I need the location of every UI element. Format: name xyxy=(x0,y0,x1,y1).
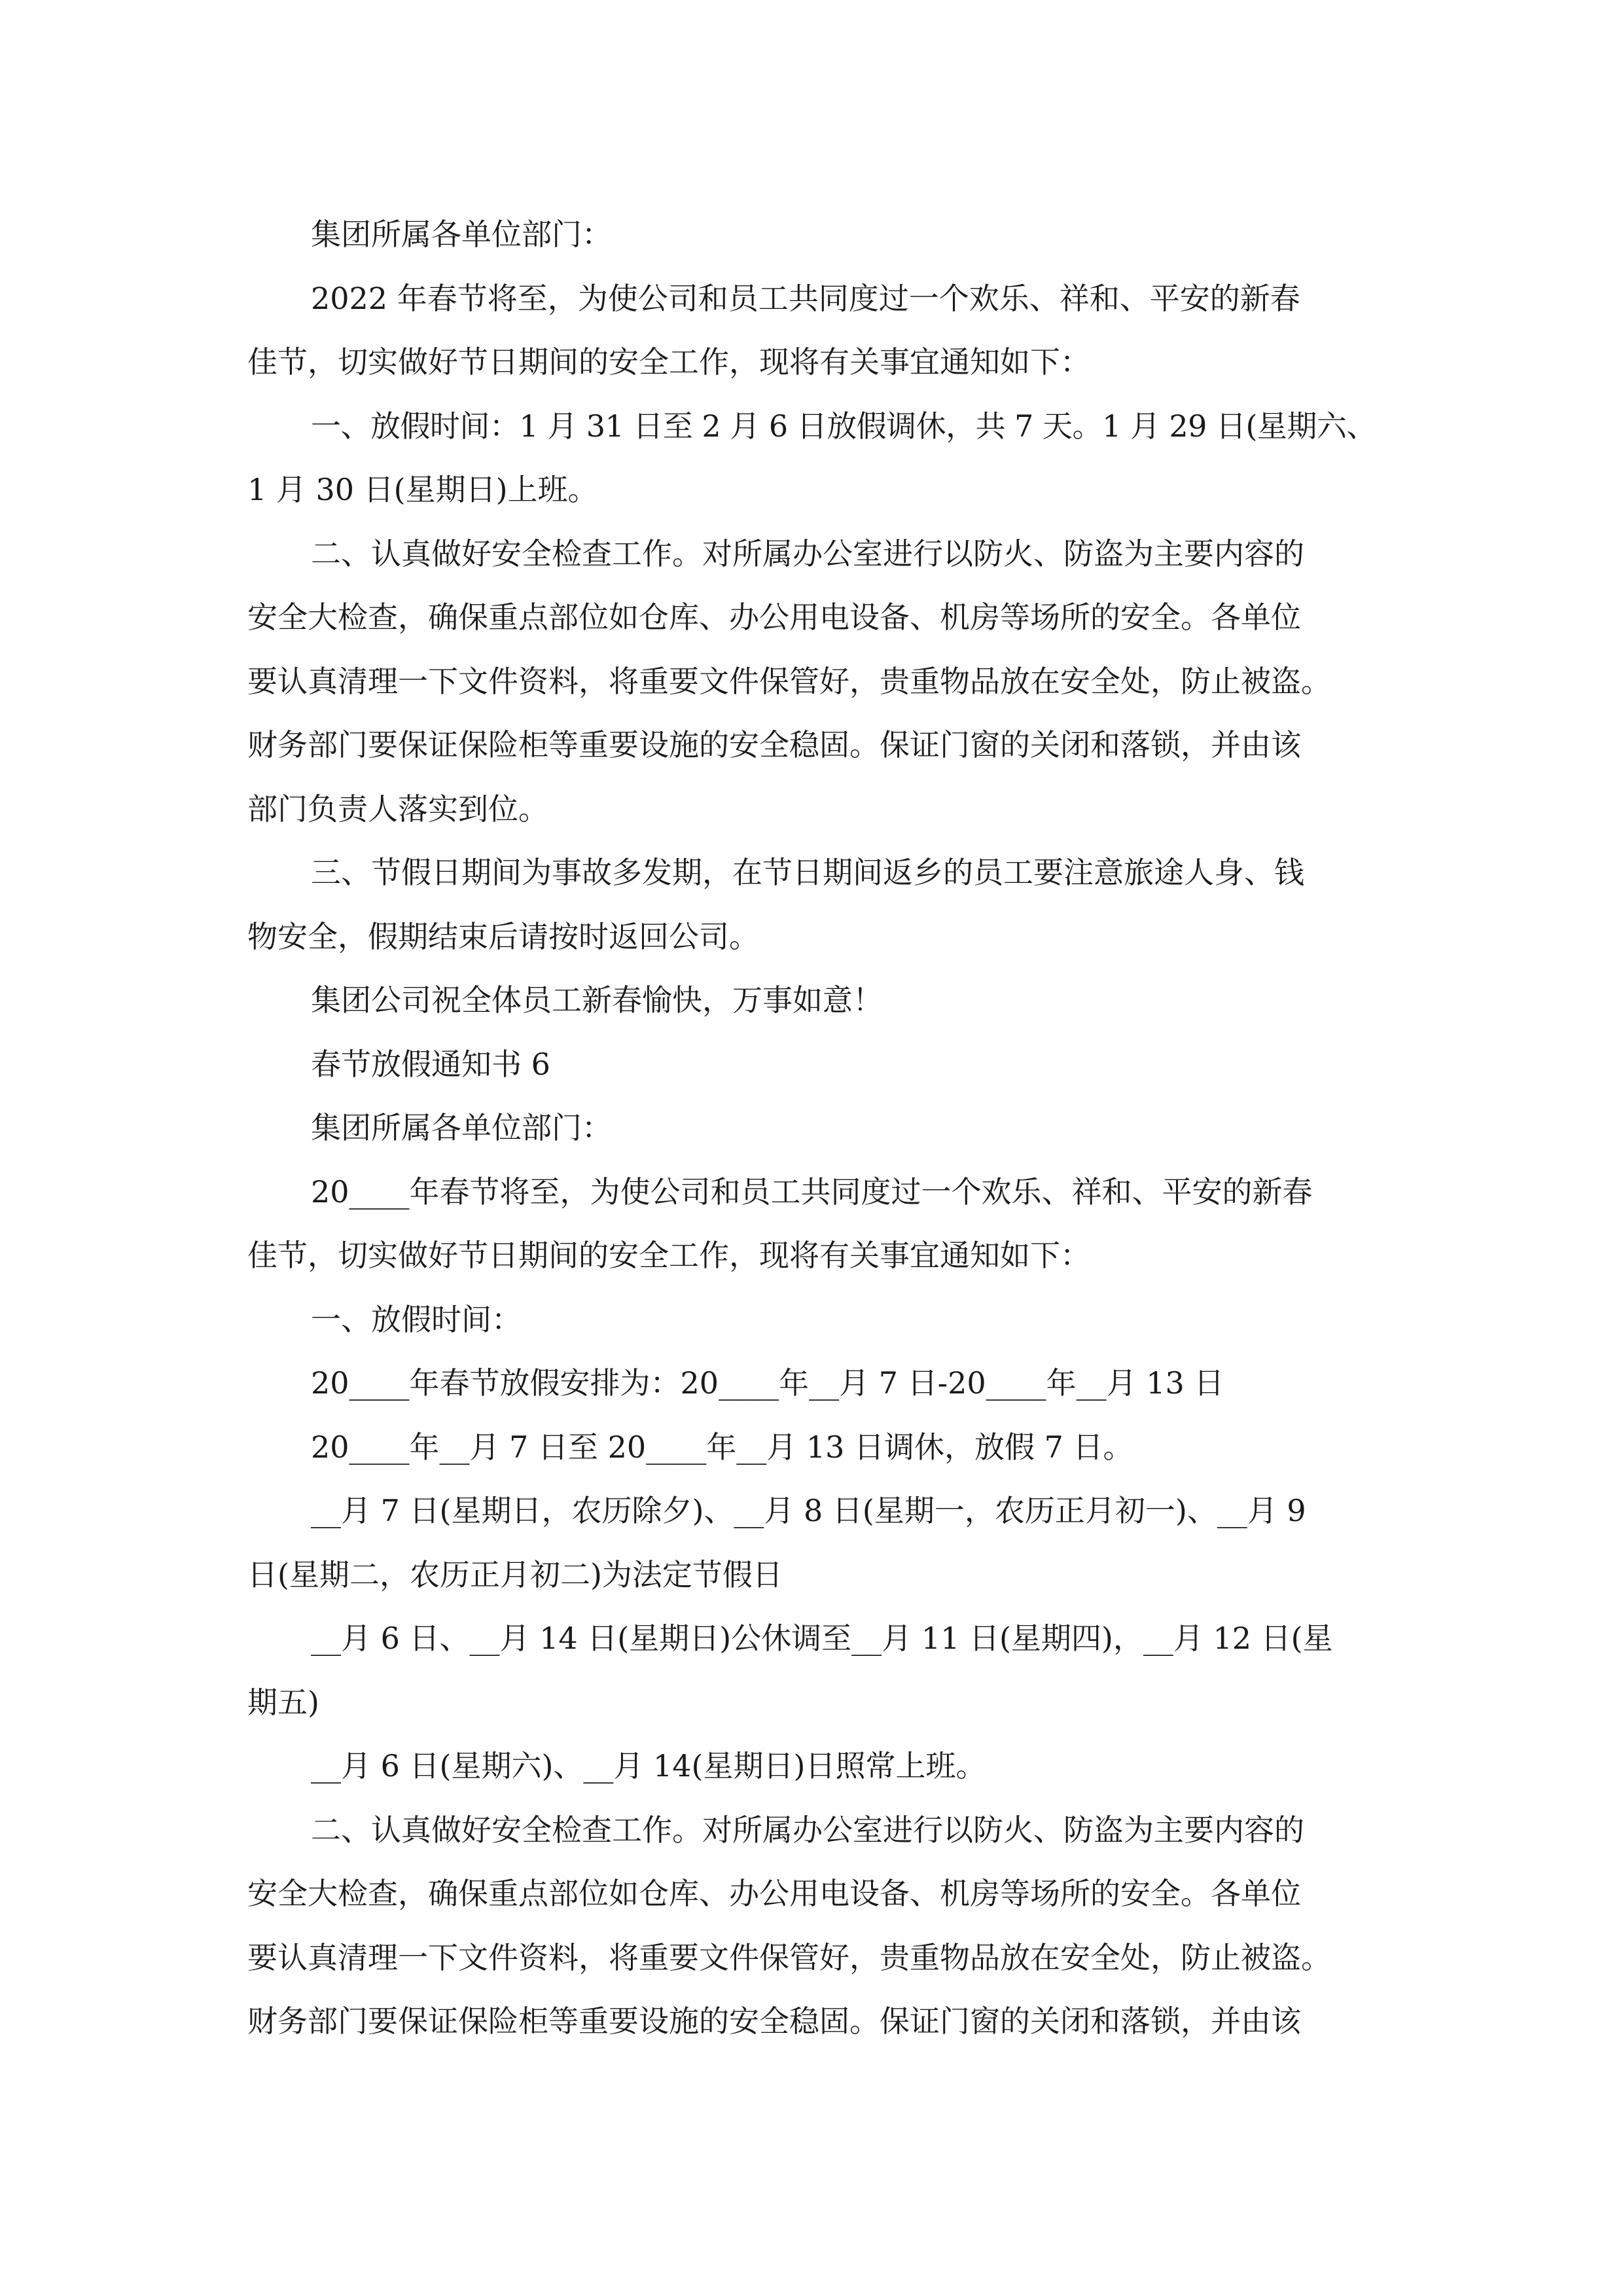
document-line: 安全大检查，确保重点部位如仓库、办公用电设备、机房等场所的安全。各单位 xyxy=(247,1876,1301,1911)
document-line: 安全大检查，确保重点部位如仓库、办公用电设备、机房等场所的安全。各单位 xyxy=(247,600,1301,635)
document-line: 财务部门要保证保险柜等重要设施的安全稳固。保证门窗的关闭和落锁，并由该 xyxy=(247,2003,1301,2039)
document-line: 物安全，假期结束后请按时返回公司。 xyxy=(247,918,759,954)
document-line: 20____年春节将至，为使公司和员工共同度过一个欢乐、祥和、平安的新春 xyxy=(311,1174,1313,1210)
document-line: __月 6 日(星期六)、__月 14(星期日)日照常上班。 xyxy=(311,1748,986,1784)
document-line: 日(星期二，农历正月初二)为法定节假日 xyxy=(247,1556,783,1592)
document-line: 三、节假日期间为事故多发期，在节日期间返乡的员工要注意旅途人身、钱 xyxy=(311,855,1304,890)
document-line: 一、放假时间：1 月 31 日至 2 月 6 日放假调休，共 7 天。1 月 29 日(星期六、 xyxy=(311,408,1376,444)
document-line: 1 月 30 日(星期日)上班。 xyxy=(247,472,598,507)
document-line: 二、认真做好安全检查工作。对所属办公室进行以防火、防盗为主要内容的 xyxy=(311,1812,1304,1848)
document-line: 集团公司祝全体员工新春愉快，万事如意！ xyxy=(311,982,883,1018)
document-line: 期五) xyxy=(247,1684,319,1720)
document-body xyxy=(247,203,1376,2054)
document-line: 部门负责人落实到位。 xyxy=(247,791,548,827)
document-line: __月 6 日、__月 14 日(星期日)公休调至__月 11 日(星期四)，__月 12 日(星 xyxy=(311,1621,1333,1656)
document-line: 要认真清理一下文件资料，将重要文件保管好，贵重物品放在安全处，防止被盗。 xyxy=(247,663,1331,699)
document-line: 佳节，切实做好节日期间的安全工作，现将有关事宜通知如下： xyxy=(247,1238,1090,1273)
document-line: 一、放假时间： xyxy=(311,1301,522,1337)
document-line: 要认真清理一下文件资料，将重要文件保管好，贵重物品放在安全处，防止被盗。 xyxy=(247,1939,1331,1975)
document-line: 财务部门要保证保险柜等重要设施的安全稳固。保证门窗的关闭和落锁，并由该 xyxy=(247,727,1301,762)
document-line: 春节放假通知书 6 xyxy=(311,1046,550,1082)
document-line: 20____年春节放假安排为：20____年__月 7 日-20____年__月 13 日 xyxy=(311,1365,1224,1401)
document-line: 佳节，切实做好节日期间的安全工作，现将有关事宜通知如下： xyxy=(247,344,1090,380)
document-line: 20____年__月 7 日至 20____年__月 13 日调休，放假 7 日。 xyxy=(311,1429,1133,1465)
document-line: __月 7 日(星期日，农历除夕)、__月 8 日(星期一，农历正月初一)、__月 9 xyxy=(311,1493,1306,1528)
document-line: 二、认真做好安全检查工作。对所属办公室进行以防火、防盗为主要内容的 xyxy=(311,535,1304,571)
document-line: 集团所属各单位部门： xyxy=(311,217,612,252)
document-line: 集团所属各单位部门： xyxy=(311,1110,612,1145)
document-line: 2022 年春节将至，为使公司和员工共同度过一个欢乐、祥和、平安的新春 xyxy=(311,280,1300,316)
